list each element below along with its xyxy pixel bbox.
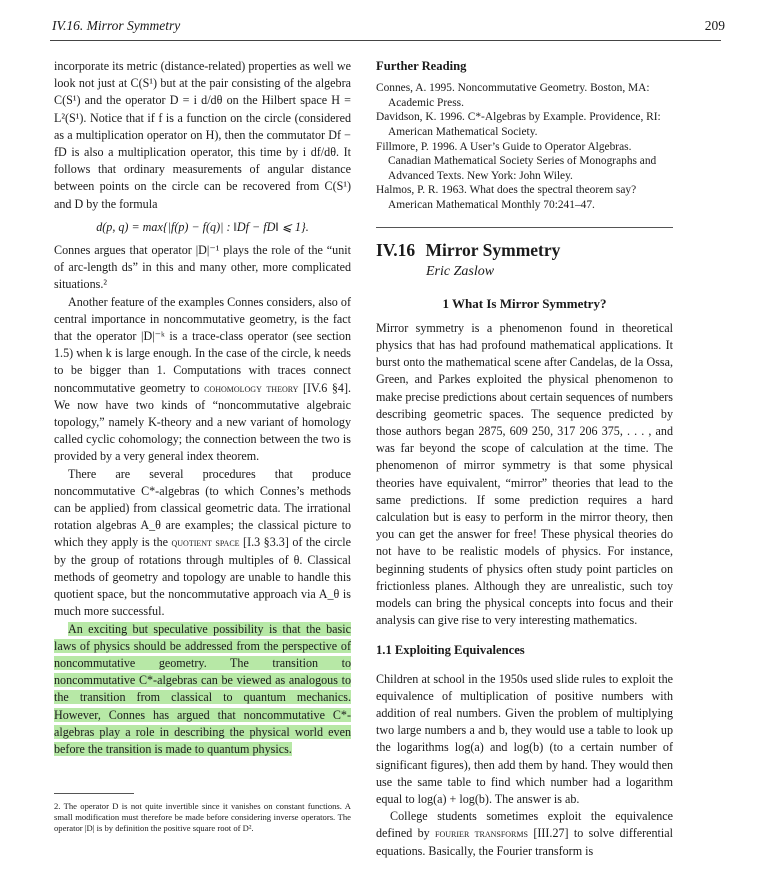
paragraph-text: [IV.6 §4]. We now have two kinds of “noncommutative algebraic topology,” namely K-theory and a new variant of homology called cyclic cohomology; the connection between the two is provided by a very general index theorem. [54, 380, 352, 464]
cross-reference-link[interactable]: cohomology theory [204, 380, 299, 395]
further-reading-heading: Further Reading [376, 59, 467, 73]
paragraph [376, 808, 673, 860]
paragraph-text: There are several procedures that produce noncommutative C*-algebras (to which Connes’s methods can be applied) from classical geometric data. The irrational rotation algebras A_θ are examples; the classical picture to which they apply is the [54, 466, 351, 550]
right-column [376, 58, 673, 860]
footnote: 2. The operator D is not quite invertible since it vanishes on constant functions. A small modification must therefore be made before considering inverse operators. The operator |D| is by definition the positive square root of D². [54, 801, 351, 833]
paragraph-text: [I.3 §3.3] of the circle by the group of rotations through multiples of θ. Classical methods of geometry and topology are unable to handle this quotient space, but the noncommutative approach via A_θ is much more successful. [54, 535, 351, 619]
paragraph: Children at school in the 1950s used slide rules to exploit the equivalence of multiplication of positive numbers with addition of real numbers. Given the problem of multiplying two large numbers a and b, they would use a table to look up the logarithms log(a) and log(b) (to a certain number of significant figures), then add them by hand. They would then use the same table to find which number had a logarithm equal to log(a) + log(b). The answer is ab. [376, 671, 673, 807]
subsection-heading: 1 What Is Mirror Symmetry? [442, 295, 607, 311]
paragraph: Mirror symmetry is a phenomenon found in theoretical physics that has had profound mathematical applications. It burst onto the mathematical scene after Candelas, de la Ossa, Green, and Parkes exploited the physical phenomenon to make precise predictions about certain sequences of numbers describing geometric spaces. The sequence predicted by those authors began 2875, 609 250, 317 206 375, . . . , and was far beyond the scope of calculation at the time. The phenomenon of mirror symmetry is that some physical theories have equivalent, “mirror” theories that lead to the same predictions. If some prediction requires a hard calculation but is easy to perform in the mirror theory, then you can get the answer for free! These physical theories do not have to be realistic models of physics. For instance, beginning students of physics often study point particles on frictionless planes. Although they are unrealistic, such toy models can bring the physical concepts into focus and their analysis can give rise to very interesting mathematics. [376, 320, 673, 628]
reference-item: Connes, A. 1995. Noncommutative Geometry. Boston, MA: Academic Press. [376, 82, 650, 109]
paragraph [54, 466, 351, 621]
cross-reference-link[interactable]: fourier transforms [435, 826, 528, 841]
paragraph: Connes argues that operator |D|⁻¹ plays the role of the “unit of arc-length ds” in this and many other, more complicated situations.² [54, 243, 351, 292]
left-column [54, 58, 351, 758]
header-rule [50, 40, 721, 41]
paragraph-text: [III.27] to solve differential equations. Basically, the Fourier transform is [376, 826, 674, 858]
paragraph: incorporate its metric (distance-related) properties as well we look not just at C(S¹) but at the pair consisting of the algebra C(S¹) and the operator D = i d/dθ on the Hilbert space H = L²(S¹). Notice that if f is a function on the circle (considered as a multiplication operator on H), then the commutator Df − fD is also a multiplication operator, this time by i df/dθ. It follows that ordinary measurements of angular distance between points on the circle can be recovered from C(S¹) and D by the formula [54, 59, 351, 211]
cross-reference-link[interactable]: quotient space [171, 535, 240, 550]
section-title: Mirror Symmetry [425, 239, 561, 260]
subsubsection-heading: 1.1 Exploiting Equivalences [376, 643, 525, 658]
section-number: IV.16 [376, 239, 416, 260]
highlighted-text[interactable]: An exciting but speculative possibility is that the basic laws of physics should be addressed from the perspective of noncommutative geometry. The transition to noncommutative C*-algebras can be viewed as analogous to the transition from classical to quantum mechanics. However, Connes has argued that noncommutative C*-algebras play a role in describing the physical world even before the transition is made to quantum physics. [54, 621, 351, 756]
running-title: IV.16. Mirror Symmetry [52, 18, 181, 33]
reference-item: Davidson, K. 1996. C*-Algebras by Example. Providence, RI: American Mathematical Society. [376, 111, 661, 138]
running-header [46, 14, 727, 36]
reference-item: Fillmore, P. 1996. A User’s Guide to Operator Algebras. Canadian Mathematical Society Series of Monographs and Advanced Texts. New York: John Wiley. [376, 140, 657, 182]
page-number: 209 [704, 18, 725, 33]
paragraph-text: College students sometimes exploit the equivalence defined by [376, 809, 673, 841]
paragraph-text: Another feature of the examples Connes considers, also of central importance in noncommutative geometry, is the fact that the operator |D|⁻ᵏ is a trace-class operator (see section 1.5) when k is large enough. In the case of the circle, k needs to be bigger than 1. Computations with traces connect noncommutative geometry to [54, 294, 351, 395]
footnote-rule [54, 793, 134, 794]
distance-formula: d(p, q) = max{|f(p) − f(q)| : ‖Df − fD‖ ⩽ 1}. [96, 219, 309, 234]
highlighted-paragraph [54, 621, 351, 759]
section-author: Eric Zaslow [426, 263, 495, 279]
section-heading [376, 240, 673, 260]
section-rule [376, 227, 673, 228]
paragraph [54, 294, 351, 466]
reference-item: Halmos, P. R. 1963. What does the spectral theorem say? American Mathematical Monthly 70:241–47. [376, 184, 637, 211]
